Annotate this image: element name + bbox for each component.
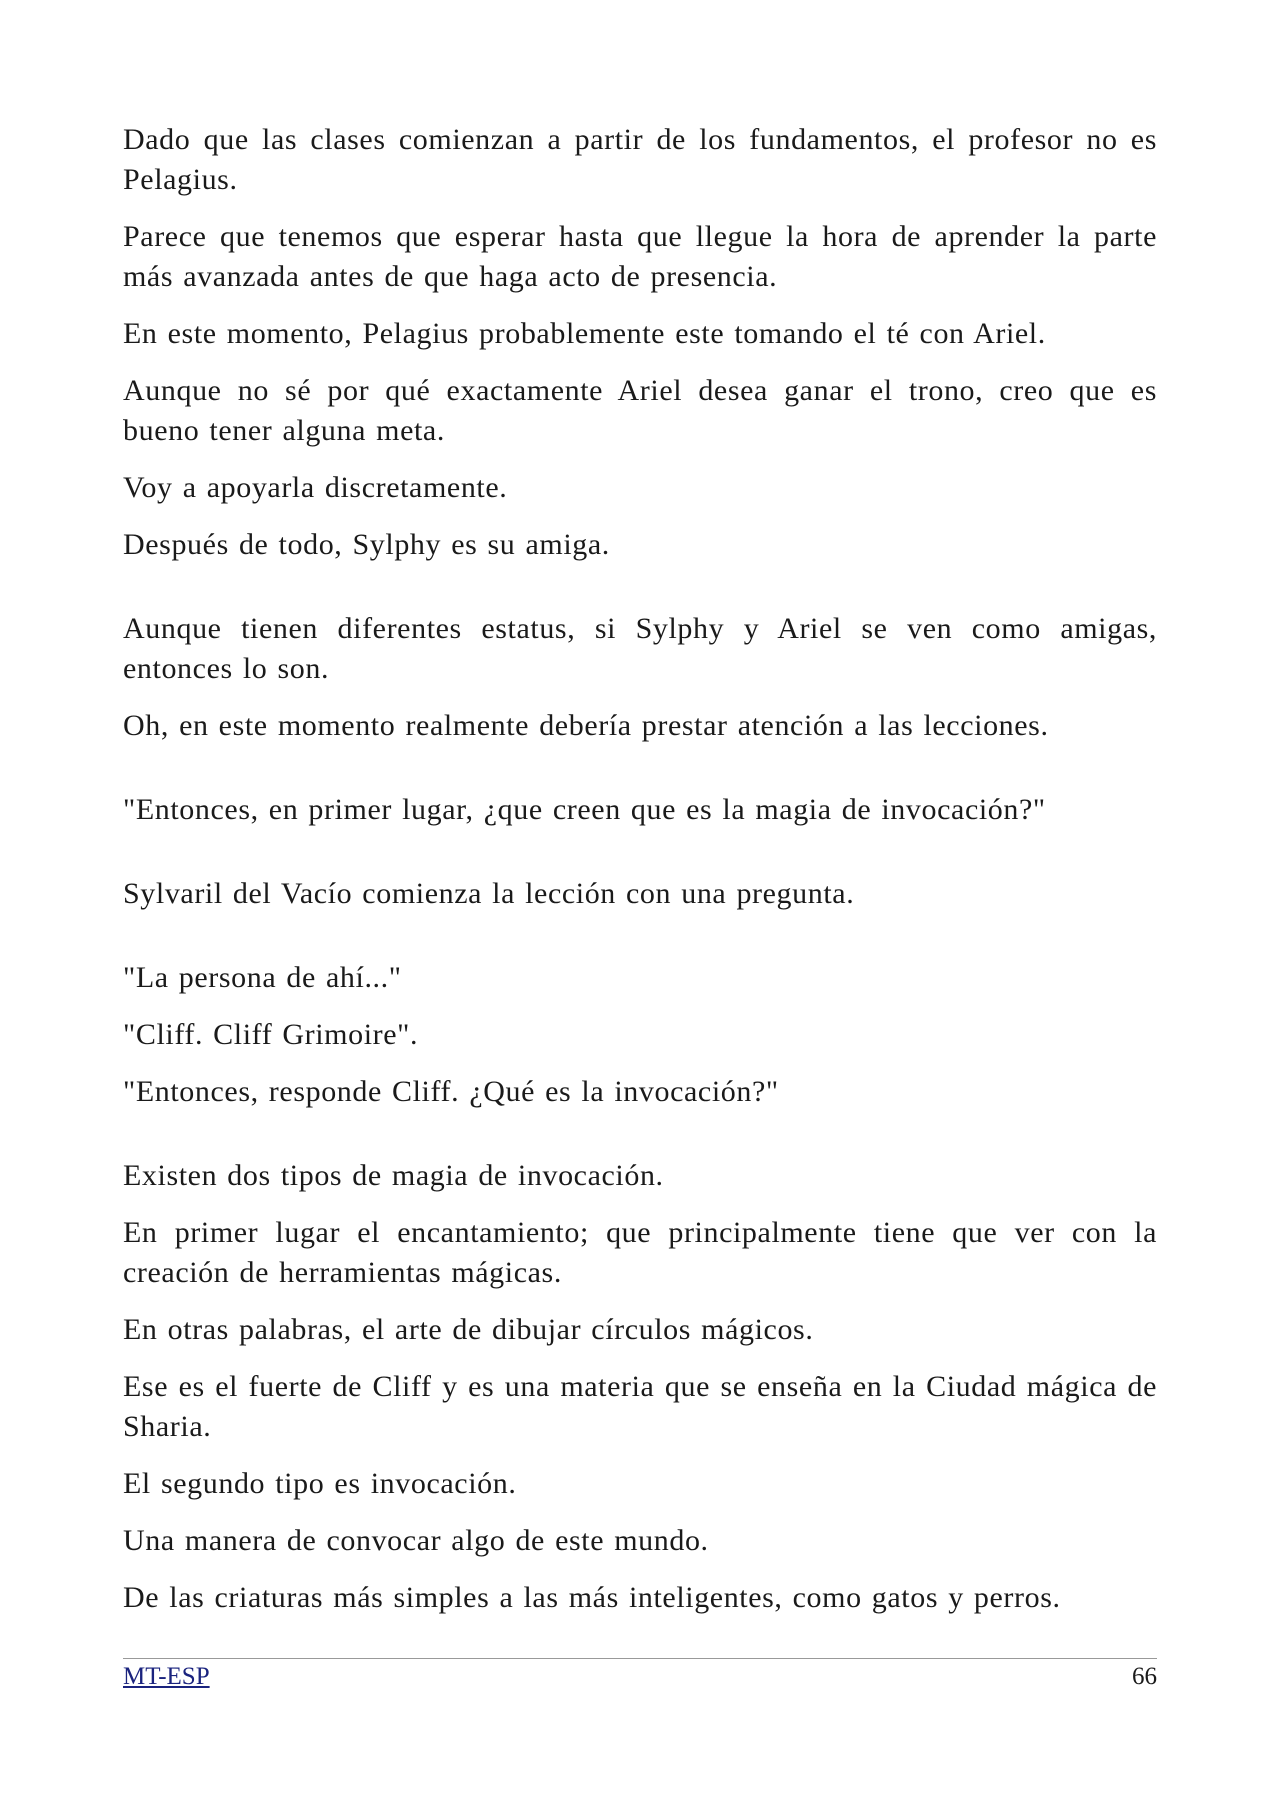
paragraph: Sylvaril del Vacío comienza la lección con una pregunta. [123, 877, 855, 910]
paragraph: En primer lugar el encantamiento; que principalmente tiene que ver con la creación de herramientas mágicas. [123, 1216, 1157, 1289]
document-body [123, 120, 1157, 1635]
paragraph: De las criaturas más simples a las más inteligentes, como gatos y perros. [123, 1581, 1061, 1614]
paragraph: Después de todo, Sylphy es su amiga. [123, 528, 610, 561]
paragraph: Aunque no sé por qué exactamente Ariel desea ganar el trono, creo que es bueno tener alguna meta. [123, 374, 1157, 447]
paragraph: Existen dos tipos de magia de invocación. [123, 1159, 664, 1192]
paragraph: En este momento, Pelagius probablemente este tomando el té con Ariel. [123, 317, 1046, 350]
paragraph: Parece que tenemos que esperar hasta que llegue la hora de aprender la parte más avanzada antes de que haga acto de presencia. [123, 220, 1157, 293]
paragraph: El segundo tipo es invocación. [123, 1467, 517, 1500]
paragraph: "La persona de ahí..." [123, 961, 402, 994]
paragraph: Ese es el fuerte de Cliff y es una materia que se enseña en la Ciudad mágica de Sharia. [123, 1370, 1157, 1443]
paragraph: Dado que las clases comienzan a partir de los fundamentos, el profesor no es Pelagius. [123, 123, 1157, 196]
paragraph: "Entonces, responde Cliff. ¿Qué es la invocación?" [123, 1075, 779, 1108]
paragraph: Oh, en este momento realmente debería prestar atención a las lecciones. [123, 709, 1049, 742]
paragraph: En otras palabras, el arte de dibujar círculos mágicos. [123, 1313, 814, 1346]
page-number: 66 [1132, 1663, 1157, 1690]
page-footer [123, 1660, 1157, 1694]
footer-divider [123, 1658, 1157, 1659]
paragraph: Voy a apoyarla discretamente. [123, 471, 508, 504]
paragraph: "Cliff. Cliff Grimoire". [123, 1018, 419, 1051]
footer-link-mt-esp[interactable]: MT-ESP [123, 1663, 210, 1690]
paragraph: "Entonces, en primer lugar, ¿que creen que es la magia de invocación?" [123, 793, 1046, 826]
paragraph: Aunque tienen diferentes estatus, si Sylphy y Ariel se ven como amigas, entonces lo son. [123, 612, 1157, 685]
paragraph: Una manera de convocar algo de este mundo. [123, 1524, 709, 1557]
